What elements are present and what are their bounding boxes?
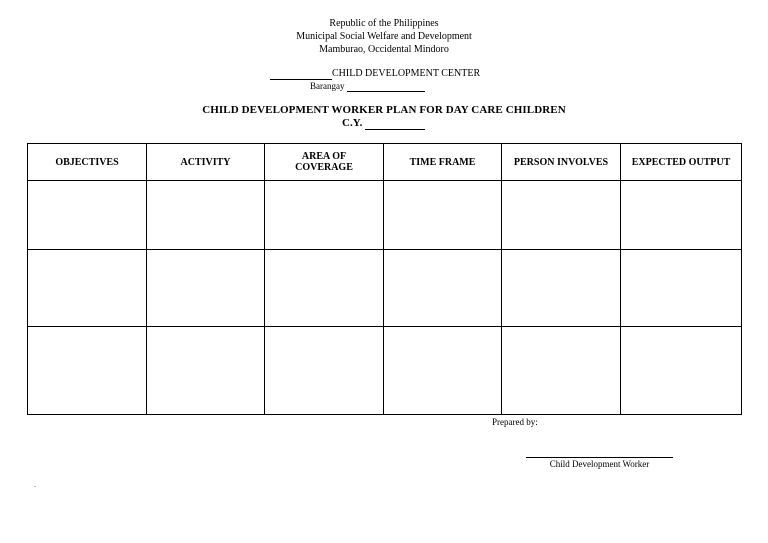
barangay-line: [310, 81, 425, 92]
table-cell[interactable]: [384, 327, 502, 415]
table-cell[interactable]: [384, 181, 502, 250]
signatory-label: Child Development Worker: [549, 459, 650, 469]
header-republic: Republic of the Philippines: [329, 18, 439, 29]
plan-table: [27, 143, 742, 415]
table-row: [28, 181, 742, 250]
col-header-time-frame: TIME FRAME: [384, 144, 502, 181]
stray-mark: .: [34, 480, 36, 489]
table-row: [28, 250, 742, 327]
table-cell[interactable]: [265, 327, 384, 415]
table-cell[interactable]: [621, 181, 742, 250]
table-cell[interactable]: [147, 327, 265, 415]
table-cell[interactable]: [502, 327, 621, 415]
table-cell[interactable]: [147, 181, 265, 250]
center-name-line: [270, 68, 480, 80]
table-cell[interactable]: [502, 250, 621, 327]
table-cell[interactable]: [147, 250, 265, 327]
table-cell[interactable]: [621, 327, 742, 415]
table-cell[interactable]: [502, 181, 621, 250]
cy-label: C.Y.: [342, 117, 363, 129]
signature-line[interactable]: [526, 457, 673, 458]
center-name-blank[interactable]: [270, 69, 332, 80]
col-header-area-of-coverage: [265, 144, 384, 181]
prepared-by-label: Prepared by:: [492, 417, 538, 427]
barangay-blank[interactable]: [347, 81, 425, 92]
table-cell[interactable]: [28, 250, 147, 327]
table-cell[interactable]: [384, 250, 502, 327]
header-office: Municipal Social Welfare and Development: [296, 31, 472, 42]
table-cell[interactable]: [28, 327, 147, 415]
table-cell[interactable]: [265, 181, 384, 250]
document-header: [0, 17, 768, 56]
table-cell[interactable]: [621, 250, 742, 327]
col-header-activity: ACTIVITY: [147, 144, 265, 181]
col-header-area-line1: AREA OF: [301, 151, 347, 162]
header-location: Mamburao, Occidental Mindoro: [319, 44, 449, 55]
col-header-area-line2: COVERAGE: [295, 162, 353, 173]
cy-line: [342, 117, 425, 130]
col-header-objectives: OBJECTIVES: [28, 144, 147, 181]
table-row: [28, 327, 742, 415]
cy-blank[interactable]: [365, 119, 425, 130]
barangay-label: Barangay: [310, 81, 345, 91]
table-header-row: [28, 144, 742, 181]
document-title: CHILD DEVELOPMENT WORKER PLAN FOR DAY CARE CHILDREN: [202, 104, 566, 116]
center-label: CHILD DEVELOPMENT CENTER: [332, 68, 481, 79]
table-cell[interactable]: [28, 181, 147, 250]
col-header-person-involves: PERSON INVOLVES: [502, 144, 621, 181]
col-header-expected-output: EXPECTED OUTPUT: [621, 144, 742, 181]
table-cell[interactable]: [265, 250, 384, 327]
